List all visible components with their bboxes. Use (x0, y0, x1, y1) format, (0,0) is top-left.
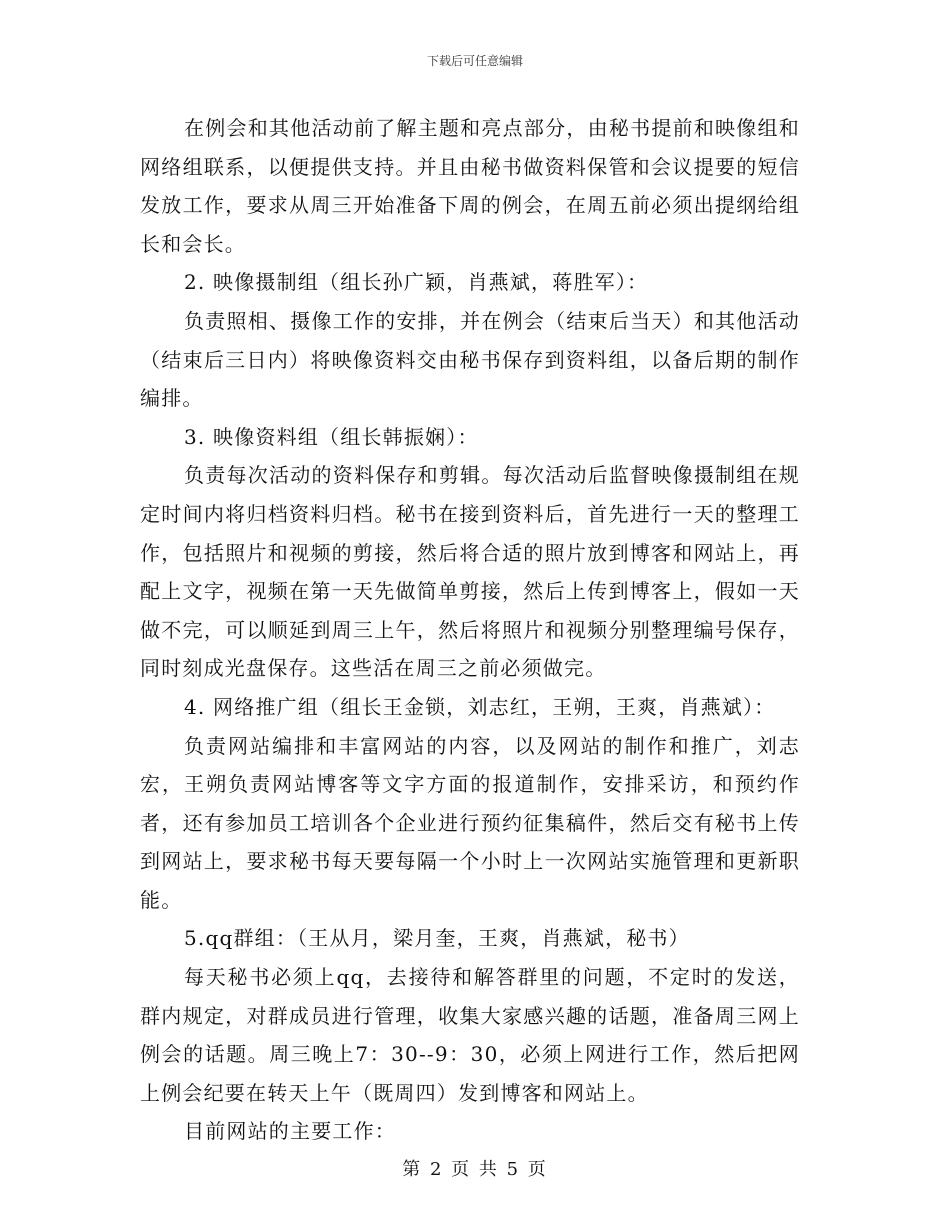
heading-video-shooting-group: 2. 映像摄制组（组长孙广颖，肖燕斌，蒋胜军）： (184, 270, 649, 295)
page-header: 下载后可任意编辑 (426, 54, 523, 68)
heading-web-promotion-group: 4. 网络推广组（组长王金锁，刘志红，王朔，王爽，肖燕斌）： (184, 694, 776, 719)
paragraph-video-shooting: 负责照相、摄像工作的安排，并在例会（结束后当天）和其他活动（结束后三日内）将映像资料交由秘书保存到资料组，以备后期的制作编排。 (140, 308, 800, 411)
paragraph-video-archive: 负责每次活动的资料保存和剪辑。每次活动后监督映像摄制组在规定时间内将归档资料归档。秘书在接到资料后，首先进行一天的整理工作，包括照片和视频的剪接，然后将合适的照片放到博客和网站上，再配上文字，视频在第一天先做简单剪接，然后上传到博客上，假如一天做不完，可以顺延到周三上午，然后将照片和视频分别整理编号保存，同时刻成光盘保存。这些活在周三之前必须做完。 (140, 463, 800, 681)
paragraph-qq-group: 每天秘书必须上qq，去接待和解答群里的问题，不定时的发送，群内规定，对群成员进行管理，收集大家感兴趣的话题，准备周三网上例会的话题。周三晚上7：30--9：30，必须上网进行工作，然后把网上例会纪要在转天上午（既周四）发到博客和网站上。 (140, 965, 800, 1105)
paragraph-website-work: 目前网站的主要工作： (184, 1119, 396, 1144)
heading-video-archive-group: 3. 映像资料组（组长韩振娴）： (184, 424, 479, 449)
document-body (140, 109, 800, 1151)
heading-qq-group: 5.qq群组：（王从月，梁月奎，王爽，肖燕斌，秘书） (184, 926, 690, 951)
paragraph-intro: 在例会和其他活动前了解主题和亮点部分，由秘书提前和映像组和网络组联系，以便提供支持。并且由秘书做资料保管和会议提要的短信发放工作，要求从周三开始准备下周的例会，在周五前必须出提纲给组长和会长。 (140, 116, 800, 256)
page-number: 第 2 页 共 5 页 (402, 1159, 548, 1180)
paragraph-web-promotion: 负责网站编排和丰富网站的内容，以及网站的制作和推广，刘志宏，王朔负责网站博客等文字方面的报道制作，安排采访，和预约作者，还有参加员工培训各个企业进行预约征集稿件，然后交有秘书上传到网站上，要求秘书每天要每隔一个小时上一次网站实施管理和更新职能。 (140, 733, 800, 912)
